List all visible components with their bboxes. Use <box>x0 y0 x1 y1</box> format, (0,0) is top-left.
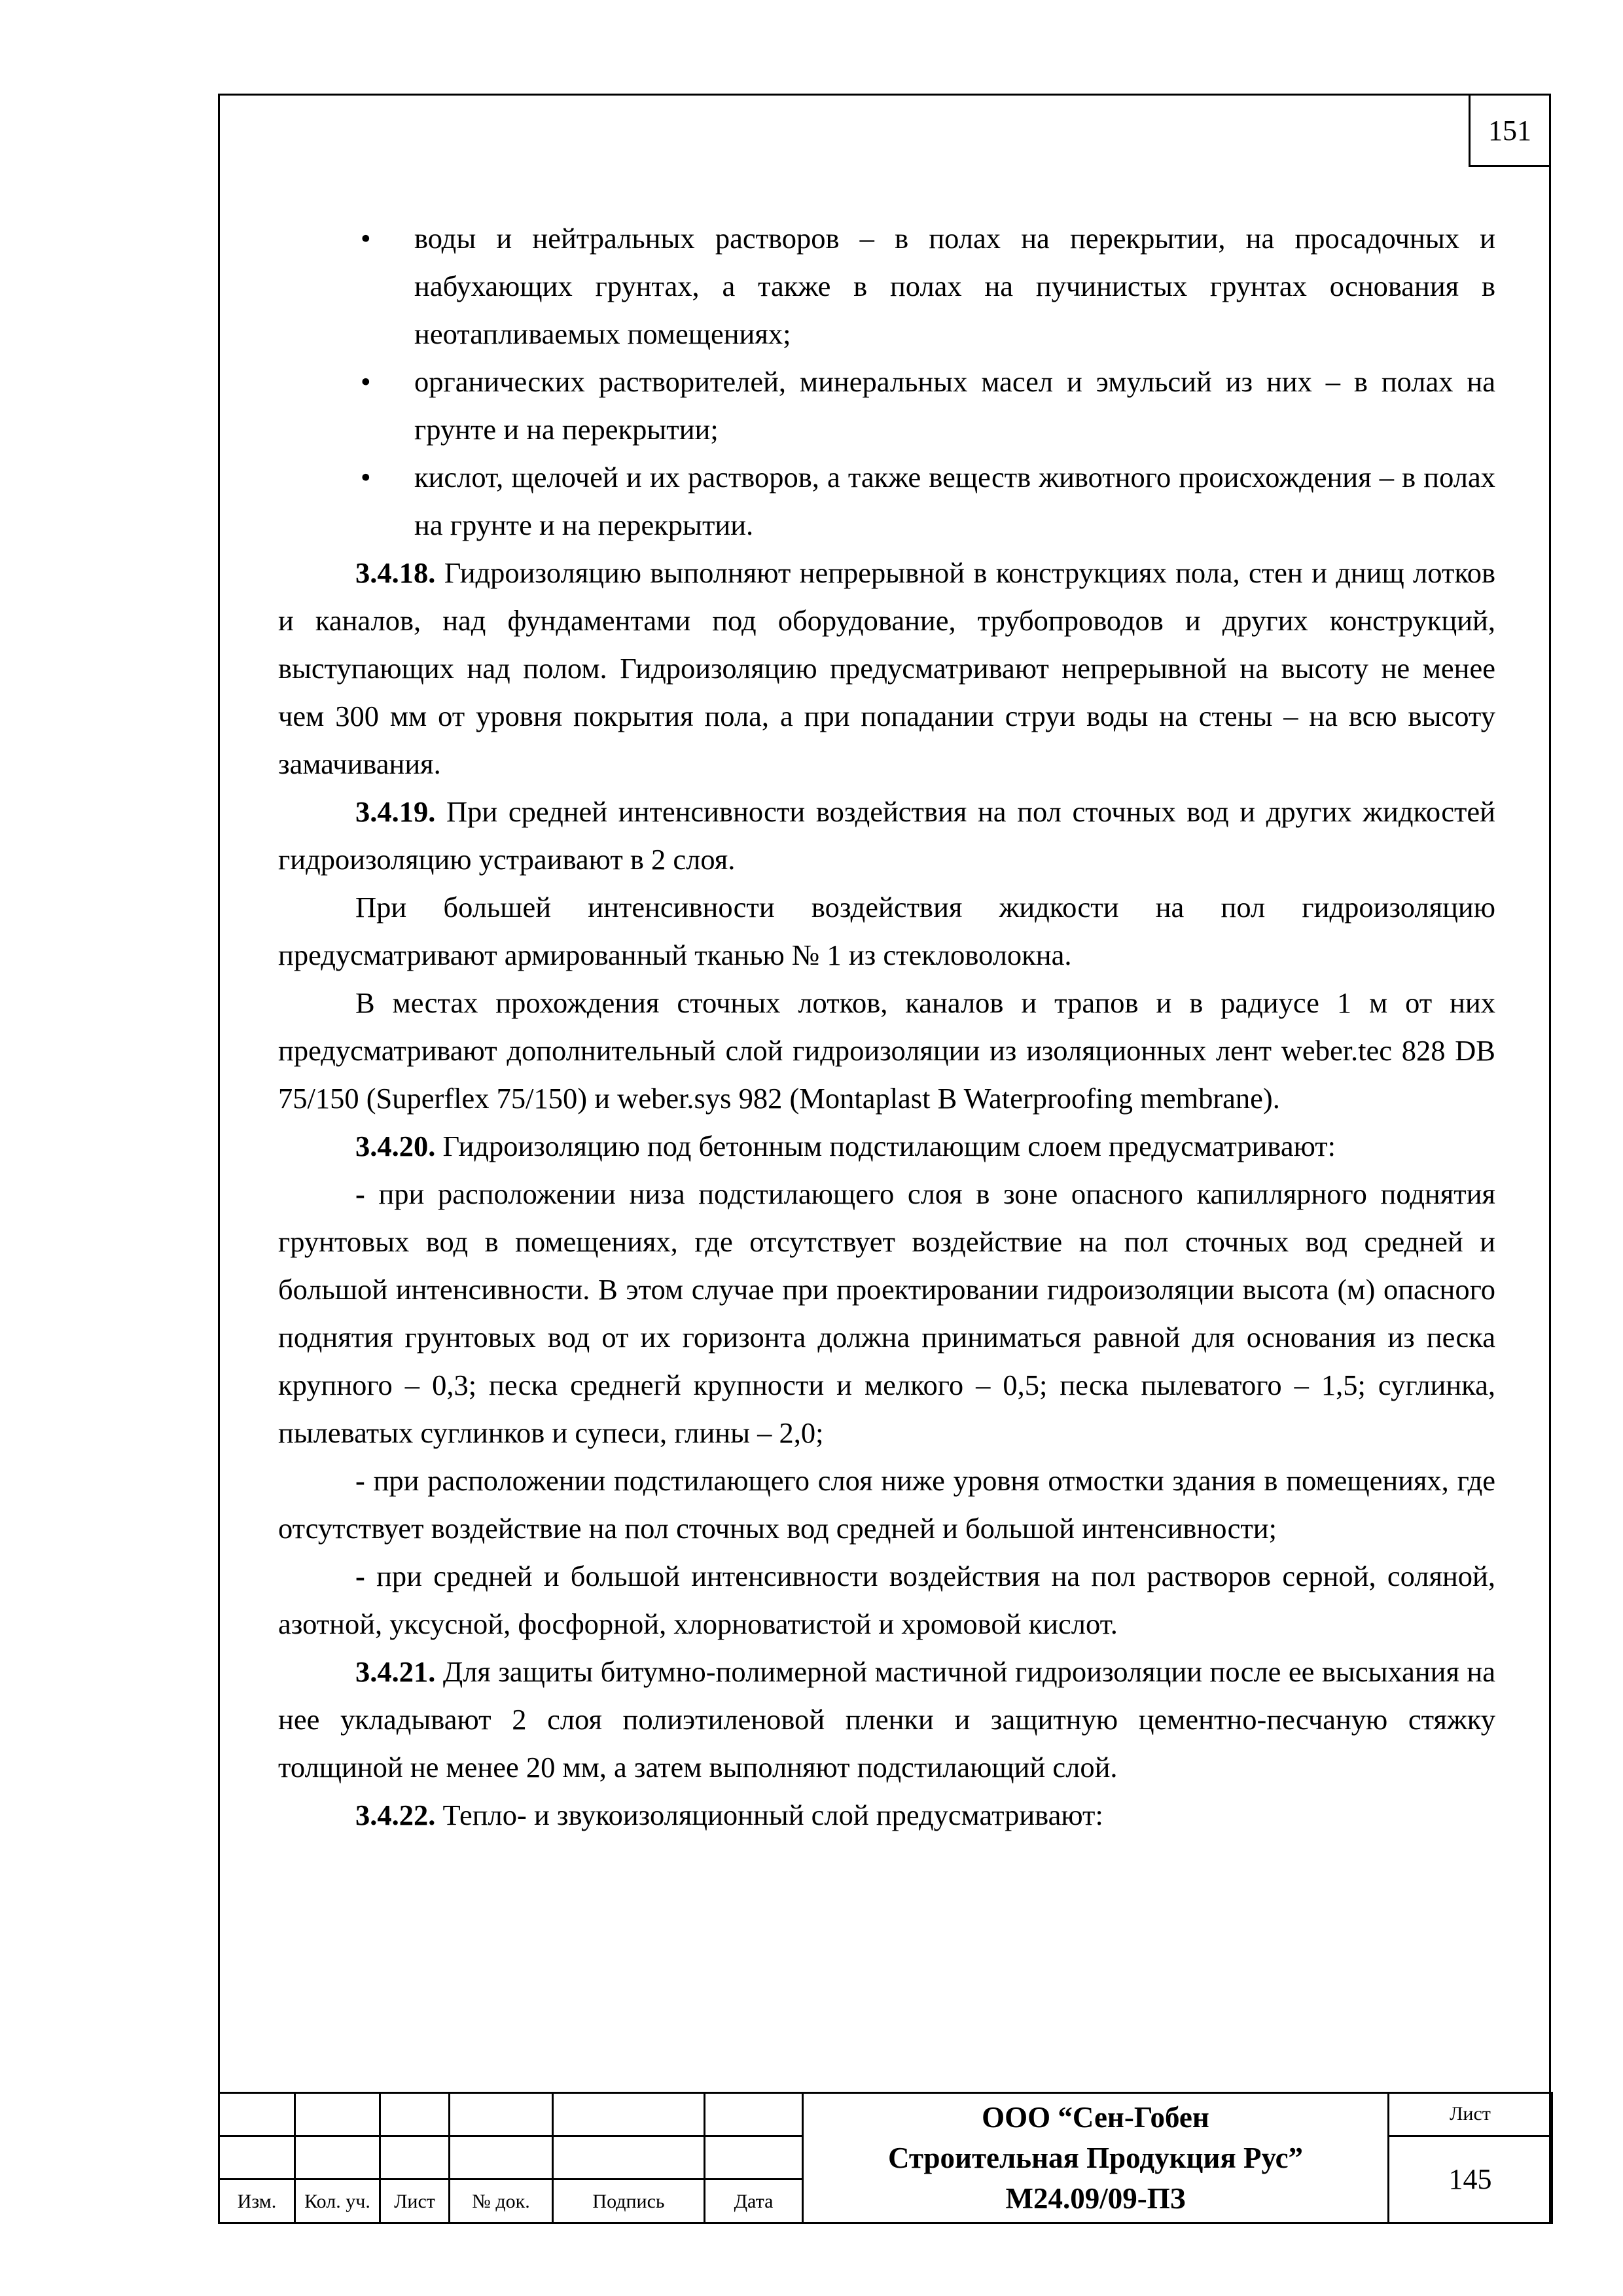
stamp-cell <box>553 2093 705 2136</box>
clause-paragraph <box>278 1791 1495 1839</box>
document-code: М24.09/09-ПЗ <box>1005 2182 1186 2215</box>
stamp-cell <box>219 2136 295 2179</box>
header-date: Дата <box>705 2179 803 2223</box>
clause-number: 3.4.21. <box>355 1655 436 1688</box>
header-izm: Изм. <box>219 2179 295 2223</box>
document-body <box>278 215 1495 1839</box>
dash-text: при расположении подстилающего слоя ниже уровня отмостки здания в помещениях, где отсутствует воздействие на пол сточных вод средней и большой интенсивности; <box>278 1464 1495 1545</box>
header-signature: Подпись <box>553 2179 705 2223</box>
stamp-cell <box>219 2093 295 2136</box>
dash-text: при средней и большой интенсивности воздействия на пол растворов серной, соляной, азотной, уксусной, фосфорной, хлорноватистой и хромовой кислот. <box>278 1560 1495 1640</box>
dash-item <box>278 1170 1495 1457</box>
stamp-cell <box>380 2093 450 2136</box>
clause-text: При средней интенсивности воздействия на пол сточных вод и других жидкостей гидроизоляцию устраивают в 2 слоя. <box>278 795 1495 876</box>
clause-text: Тепло- и звукоизоляционный слой предусматривают: <box>435 1799 1103 1831</box>
stamp-cell <box>553 2136 705 2179</box>
clause-paragraph <box>278 1122 1495 1170</box>
dash-item <box>278 1457 1495 1552</box>
clause-number: 3.4.19. <box>355 795 436 828</box>
stamp-cell <box>705 2093 803 2136</box>
stamp-cell <box>450 2136 553 2179</box>
title-block <box>218 2092 1551 2224</box>
clause-text: Гидроизоляцию выполняют непрерывной в конструкциях пола, стен и днищ лотков и каналов, над фундаментами под оборудование, трубопроводов и других конструкций, выступающих над полом. Гидроизоляцию предусматривают непрерывной на высоту не менее чем 300 мм от уровня покрытия пола, а при попадании струи воды на стены – на всю высоту замачивания. <box>278 556 1495 780</box>
header-list: Лист <box>380 2179 450 2223</box>
clause-number: 3.4.18. <box>355 556 436 589</box>
text-paragraph: В местах прохождения сточных лотков, каналов и трапов и в радиусе 1 м от них предусматривают дополнительный слой гидроизоляции из изоляционных лент weber.tec 828 DB 75/150 (Superflex 75/150) и weber.sys 982 (Montaplast B Waterproofing membrane). <box>278 986 1495 1115</box>
stamp-cell <box>450 2093 553 2136</box>
stamp-cell <box>295 2136 380 2179</box>
organization-name-line1: ООО “Сен-Гобен <box>982 2101 1209 2134</box>
sheet-number: 145 <box>1389 2136 1552 2223</box>
header-kol-uch: Кол. уч. <box>295 2179 380 2223</box>
sheet-label: Лист <box>1389 2093 1552 2136</box>
stamp-cell <box>705 2136 803 2179</box>
bullet-item: • кислот, щелочей и их растворов, а также веществ животного происхождения – в полах на грунте и на перекрытии. <box>278 454 1495 549</box>
clause-paragraph <box>278 1648 1495 1791</box>
page-number: 151 <box>1469 94 1551 167</box>
clause-number: 3.4.20. <box>355 1130 436 1162</box>
bullet-item: • воды и нейтральных растворов – в полах на перекрытии, на просадочных и набухающих грунтах, а также в полах на пучинистых грунтах основания в неотапливаемых помещениях; <box>278 215 1495 358</box>
clause-number: 3.4.22. <box>355 1799 436 1831</box>
organization-name-line2: Строительная Продукция Рус” <box>887 2142 1304 2174</box>
clause-paragraph <box>278 788 1495 884</box>
clause-paragraph <box>278 549 1495 788</box>
header-doc-number: № док. <box>450 2179 553 2223</box>
bullet-item: • органических растворителей, минеральных масел и эмульсий из них – в полах на грунте и на перекрытии; <box>278 358 1495 454</box>
dash-marker: - <box>355 1464 365 1497</box>
organization-block <box>803 2093 1389 2223</box>
clause-text: Гидроизоляцию под бетонным подстилающим слоем предусматривают: <box>435 1130 1336 1162</box>
dash-text: при расположении низа подстилающего слоя в зоне опасного капиллярного поднятия грунтовых вод в помещениях, где отсутствует воздействие на пол сточных вод средней и большой интенсивности. В этом случае при проектировании гидроизоляции высота (м) опасного поднятия грунтовых вод от их горизонта должна приниматься равной для основания из песка крупного – 0,3; песка среднегй крупности и мелкого – 0,5; песка пылеватого – 1,5; суглинка, пылеватых суглинков и супеси, глины – 2,0; <box>278 1177 1495 1449</box>
dash-marker: - <box>355 1560 365 1592</box>
dash-item <box>278 1552 1495 1648</box>
clause-text: Для защиты битумно-полимерной мастичной гидроизоляции после ее высыхания на нее укладывают 2 слоя полиэтиленовой пленки и защитную цементно-песчаную стяжку толщиной не менее 20 мм, а затем выполняют подстилающий слой. <box>278 1655 1495 1784</box>
stamp-cell <box>295 2093 380 2136</box>
stamp-cell <box>380 2136 450 2179</box>
text-paragraph: При большей интенсивности воздействия жидкости на пол гидроизоляцию предусматривают армированный тканью № 1 из стекловолокна. <box>278 891 1495 971</box>
dash-marker: - <box>355 1177 365 1210</box>
